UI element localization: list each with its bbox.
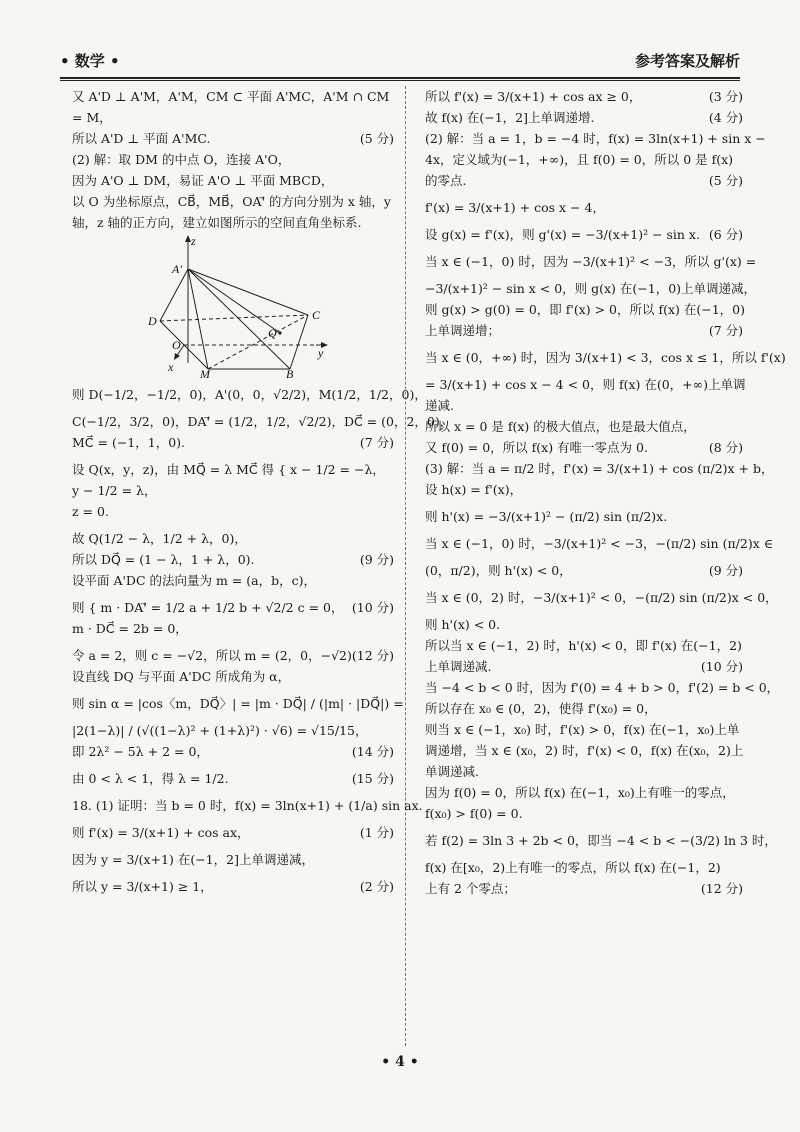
label-B: B: [286, 367, 294, 381]
line-text: 又 f(0) = 0，所以 f(x) 有唯一零点为 0.: [425, 440, 648, 455]
text-line: [72, 170, 394, 191]
text-line: [72, 645, 394, 666]
line-text: 则 sin α = |cos〈m，DQ⃗〉| = |m · DQ⃗| / (|m| · |DQ⃗|) =: [72, 696, 404, 711]
score-label: (7 分): [708, 323, 743, 338]
text-line: [425, 320, 743, 341]
text-line: [425, 347, 786, 368]
label-x: x: [168, 360, 174, 374]
line-text: 上单调递减.: [425, 659, 492, 674]
line-text: m · DC⃗ = 2b = 0，: [72, 621, 188, 636]
header-rule-thick: [60, 77, 740, 79]
subject-label: • 数学 •: [60, 52, 120, 70]
point-Q: [278, 331, 281, 334]
text-line: [425, 782, 743, 803]
line-text: 则 h'(x) < 0.: [425, 617, 501, 632]
text-line: [425, 878, 743, 899]
line-text: 因为 f(0) = 0，所以 f(x) 在(−1，x₀)上有唯一的零点，: [425, 785, 735, 800]
line-text: f(x) 在[x₀，2)上有唯一的零点，所以 f(x) 在(−1，2): [425, 860, 721, 875]
line-text: 所以 y = 3/(x+1) ≥ 1，: [72, 879, 213, 894]
text-line: [72, 570, 394, 591]
text-line: [72, 597, 394, 618]
line-text: f'(x) = 3/(x+1) + cos x − 4，: [425, 200, 605, 215]
page-number: • 4 •: [381, 1054, 419, 1070]
text-line: [72, 768, 394, 789]
text-line: [425, 560, 743, 581]
text-line: [425, 614, 743, 635]
line-text: 当 x ∈ (0，2) 时，−3/(x+1)² < 0，−(π/2) sin (π/2)x < 0，: [425, 590, 778, 605]
line-text: 若 f(2) = 3ln 3 + 2b < 0，即当 −4 < b < −(3/2) ln 3 时，: [425, 833, 777, 848]
line-text: 当 x ∈ (−1，0) 时，因为 −3/(x+1)² < −3，所以 g'(x) =: [425, 254, 757, 269]
text-line: [425, 197, 743, 218]
line-text: 所以 x = 0 是 f(x) 的极大值点，也是最大值点，: [425, 419, 696, 434]
line-text: 18. (1) 证明：当 b = 0 时，f(x) = 3ln(x+1) + (1/a) sin ax.: [72, 798, 423, 813]
line-text: y − 1/2 = λ，: [72, 483, 157, 498]
line-text: 所以当 x ∈ (−1，2) 时，h'(x) < 0，即 f'(x) 在(−1，2): [425, 638, 742, 653]
text-line: [425, 299, 746, 320]
score-label: (8 分): [708, 440, 743, 455]
score-label: (5 分): [708, 173, 743, 188]
text-line: [72, 849, 394, 870]
text-line: [425, 170, 743, 191]
column-divider: [405, 86, 406, 1046]
line-text: 以 O 为坐标原点，CB⃗，MB⃗，OA'⃗ 的方向分别为 x 轴，y: [72, 194, 391, 209]
score-label: (6 分): [708, 227, 743, 242]
line-text: (2) 解：取 DM 的中点 O，连接 A'O，: [72, 152, 291, 167]
text-line: [425, 506, 743, 527]
line-text: 则 { m · DA'⃗ = 1/2 a + 1/2 b + √2/2 c = 0，: [72, 600, 344, 615]
score-label: (15 分): [351, 771, 394, 786]
edge-AC: [188, 269, 308, 315]
text-line: [72, 741, 394, 762]
line-text: 当 x ∈ (−1，0) 时，−3/(x+1)² < −3，−(π/2) sin (π/2)x ∈: [425, 536, 773, 551]
text-line: [72, 549, 394, 570]
text-line: [72, 86, 394, 107]
text-line: [72, 795, 423, 816]
line-text: 设平面 A'DC 的法向量为 m = (a，b，c)，: [72, 573, 316, 588]
text-line: [425, 803, 743, 824]
line-text: 轴，z 轴的正方向，建立如图所示的空间直角坐标系.: [72, 215, 362, 230]
text-line: [425, 656, 743, 677]
line-text: 设 Q(x，y，z)，由 MQ⃗ = λ MC⃗ 得 { x − 1/2 = −λ，: [72, 462, 385, 477]
line-text: 的零点.: [425, 173, 467, 188]
line-text: 设 h(x) = f'(x)，: [425, 482, 523, 497]
score-label: (10 分): [700, 659, 743, 674]
text-line: [72, 501, 394, 522]
label-O: O: [172, 338, 181, 352]
text-line: [425, 719, 743, 740]
text-line: [425, 740, 743, 761]
text-line: [72, 666, 394, 687]
line-text: f(x₀) > f(0) = 0.: [425, 806, 523, 821]
score-label: (9 分): [359, 552, 394, 567]
line-text: 由 0 < λ < 1，得 λ = 1/2.: [72, 771, 229, 786]
label-Q: Q: [268, 326, 277, 340]
line-text: 故 Q(1/2 − λ，1/2 + λ，0)，: [72, 531, 247, 546]
text-line: [425, 224, 743, 245]
header-rule-thin: [60, 80, 740, 81]
coordinate-figure: [72, 233, 394, 381]
text-line: [425, 416, 743, 437]
score-label: (3 分): [708, 89, 743, 104]
edge-DC: [160, 315, 308, 321]
score-label: (12 分): [700, 881, 743, 896]
page-header: [60, 50, 740, 76]
text-line: [72, 384, 427, 405]
line-text: 则 h'(x) = −3/(x+1)² − (π/2) sin (π/2)x.: [425, 509, 668, 524]
label-A: A': [172, 262, 182, 276]
line-text: 递减.: [425, 398, 454, 413]
line-text: (3) 解：当 a = π/2 时，f'(x) = 3/(x+1) + cos (π/2)x + b，: [425, 461, 774, 476]
line-text: 所以 DQ⃗ = (1 − λ，1 + λ，0).: [72, 552, 255, 567]
line-text: 设 g(x) = f'(x)，则 g'(x) = −3/(x+1)² − sin x.: [425, 227, 700, 242]
score-label: (9 分): [708, 563, 743, 578]
text-line: [425, 458, 774, 479]
text-line: [425, 86, 743, 107]
line-text: 所以 f'(x) = 3/(x+1) + cos ax ≥ 0，: [425, 89, 642, 104]
text-line: [72, 212, 394, 233]
line-text: 即 2λ² − 5λ + 2 = 0，: [72, 744, 209, 759]
text-line: [425, 437, 743, 458]
line-text: 则 f'(x) = 3/(x+1) + cos ax，: [72, 825, 250, 840]
line-text: 当 x ∈ (0，+∞) 时，因为 3/(x+1) < 3，cos x ≤ 1，所以 f'(x): [425, 350, 786, 365]
header-title: 参考答案及解析: [634, 52, 740, 70]
line-text: = 3/(x+1) + cos x − 4 < 0，则 f(x) 在(0，+∞)上单调: [425, 377, 746, 392]
line-text: 上单调递增；: [425, 323, 501, 338]
text-line: [425, 857, 743, 878]
text-line: [72, 480, 394, 501]
line-text: 上有 2 个零点；: [425, 881, 516, 896]
line-text: 所以存在 x₀ ∈ (0，2)，使得 f'(x₀) = 0，: [425, 701, 657, 716]
score-label: (1 分): [359, 825, 394, 840]
text-line: [425, 761, 743, 782]
text-line: [72, 128, 394, 149]
pyramid-diagram: [72, 233, 394, 381]
line-text: 又 A'D ⊥ A'M，A'M，CM ⊂ 平面 A'MC，A'M ∩ CM: [72, 89, 390, 104]
text-line: [425, 533, 773, 554]
line-text: (2) 解：当 a = 1，b = −4 时，f(x) = 3ln(x+1) + sin x −: [425, 131, 766, 146]
line-text: 调递增，当 x ∈ (x₀，2) 时，f'(x) < 0，f(x) 在(x₀，2)上: [425, 743, 744, 758]
label-C: C: [312, 308, 321, 322]
text-line: [425, 128, 766, 149]
edge-BC: [290, 315, 308, 369]
line-text: C(−1/2，3/2，0)，DA'⃗ = (1/2，1/2，√2/2)，DC⃗ = (0，2，0)，: [72, 414, 453, 429]
text-line: [425, 149, 743, 170]
line-text: 所以 A'D ⊥ 平面 A'MC.: [72, 131, 211, 146]
x-arrow: [174, 353, 180, 360]
label-y: y: [318, 346, 324, 360]
score-label: (14 分): [351, 744, 394, 759]
score-label: (4 分): [708, 110, 743, 125]
line-text: 则 g(x) > g(0) = 0，即 f'(x) > 0，所以 f(x) 在(−1，0): [425, 302, 746, 317]
label-z: z: [191, 234, 196, 248]
text-line: [72, 618, 394, 639]
text-line: [72, 432, 394, 453]
score-label: (7 分): [359, 435, 394, 450]
line-text: 当 −4 < b < 0 时，因为 f'(0) = 4 + b > 0，f'(2) = b < 0，: [425, 680, 780, 695]
score-label: (5 分): [359, 131, 394, 146]
text-line: [425, 479, 743, 500]
line-text: 因为 y = 3/(x+1) 在(−1，2]上单调递减，: [72, 852, 314, 867]
line-text: 单调递减.: [425, 764, 479, 779]
line-text: = M，: [72, 110, 112, 125]
text-line: [72, 107, 394, 128]
right-column: [425, 86, 786, 899]
line-text: 设直线 DQ 与平面 A'DC 所成角为 α，: [72, 669, 291, 684]
text-line: [425, 278, 757, 299]
text-line: [425, 374, 746, 395]
label-M: M: [200, 367, 210, 381]
line-text: 令 a = 2，则 c = −√2，所以 m = (2，0，−√2).: [72, 648, 356, 663]
text-line: [72, 693, 404, 714]
text-line: [425, 830, 777, 851]
score-label: (2 分): [359, 879, 394, 894]
edge-AD: [160, 269, 188, 321]
score-label: (10 分): [351, 600, 394, 615]
text-line: [425, 635, 743, 656]
line-text: 故 f(x) 在(−1，2]上单调递增.: [425, 110, 595, 125]
text-line: [425, 395, 743, 416]
text-line: [425, 698, 743, 719]
line-text: 则当 x ∈ (−1，x₀) 时，f'(x) > 0，f(x) 在(−1，x₀)上单: [425, 722, 740, 737]
line-text: 因为 A'O ⊥ DM，易证 A'O ⊥ 平面 MBCD，: [72, 173, 334, 188]
score-label: (12 分): [351, 648, 394, 663]
text-line: [72, 459, 394, 480]
text-line: [425, 677, 780, 698]
edge-AQ: [188, 269, 280, 333]
text-line: [425, 107, 743, 128]
text-line: [72, 876, 394, 897]
line-text: z = 0.: [72, 504, 109, 519]
text-line: [72, 822, 394, 843]
text-line: [72, 528, 394, 549]
text-line: [425, 251, 757, 272]
text-line: [72, 411, 453, 432]
text-line: [72, 191, 394, 212]
line-text: |2(1−λ)| / (√((1−λ)² + (1+λ)²) · √6) = √15/15，: [72, 723, 368, 738]
text-line: [72, 149, 394, 170]
line-text: (0，π/2)，则 h'(x) < 0，: [425, 563, 572, 578]
label-D: D: [148, 314, 157, 328]
line-text: 4x，定义域为(−1，+∞)，且 f(0) = 0，所以 0 是 f(x): [425, 152, 734, 167]
line-text: −3/(x+1)² − sin x < 0，则 g(x) 在(−1，0)上单调递减，: [425, 281, 757, 296]
text-line: [72, 720, 394, 741]
line-text: MC⃗ = (−1，1，0).: [72, 435, 186, 450]
line-text: 则 D(−1/2，−1/2，0)，A'(0，0，√2/2)，M(1/2，1/2，0)，: [72, 387, 427, 402]
text-line: [425, 587, 778, 608]
